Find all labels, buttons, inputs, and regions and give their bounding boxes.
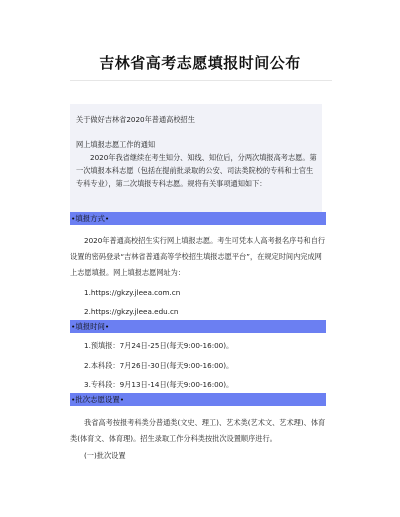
notice-box <box>70 104 322 212</box>
batches-paragraph: 我省高考按报考科类分普通类(文史、理工)、艺术类(艺术文、艺术理)、体育类(体育文、体育理)。招生录取工作分科类按批次设置顺序进行。 <box>70 418 326 443</box>
notice-title-line-1: 关于做好吉林省2020年普通高校招生 <box>76 115 195 124</box>
method-paragraph: 2020年普通高校招生实行网上填报志愿。考生可凭本人高考报名序号和自行设置的密码登录“吉林省普通高等学校招生填报志愿平台”，在规定时间内完成网上志愿填报。网上填报志愿网址为： <box>70 236 326 277</box>
section-heading-time: •填报时间• <box>70 320 326 333</box>
date-item-undergraduate: 2.本科段：7月26日-30日(每天9:00-16:00)。 <box>84 361 234 370</box>
section-heading-batches: •批次志愿设置• <box>70 393 326 406</box>
date-item-prefill: 1.预填报：7月24日-25日(每天9:00-16:00)。 <box>84 341 234 350</box>
title-divider <box>70 80 332 81</box>
batch-subheading: (一)批次设置 <box>84 451 126 460</box>
notice-paragraph: 2020年我省继续在考生知分、知线、知位后，分两次填报高考志愿。第一次填报本科志愿（包括在提前批录取的公安、司法类院校的专科和士官生专科专业），第二次填报专科志愿。规将有关事项通知如下： <box>76 153 317 188</box>
page-title: 吉林省高考志愿填报时间公布 <box>99 54 301 72</box>
date-item-junior-college: 3.专科段：9月13日-14日(每天9:00-16:00)。 <box>84 380 234 389</box>
section-heading-method: •填报方式• <box>70 212 326 225</box>
notice-title-line-2: 网上填报志愿工作的通知 <box>76 140 156 149</box>
url-link-2[interactable]: 2.https://gkzy.jleea.edu.cn <box>84 307 179 316</box>
url-link-1[interactable]: 1.https://gkzy.jleea.com.cn <box>84 288 181 297</box>
